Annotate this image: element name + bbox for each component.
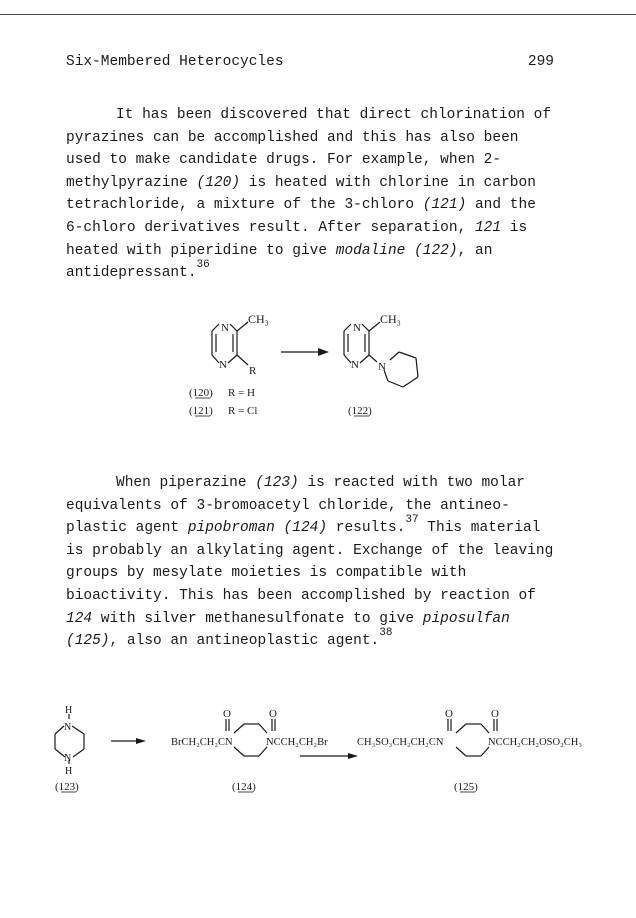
compound-ref-124-inline: 124 <box>66 610 93 627</box>
compound-ref-121-inline: 121 <box>474 219 502 236</box>
label-124: (124) <box>232 781 256 793</box>
atom-n-120-bottom: N <box>219 359 227 371</box>
r-def-121: R = Cl <box>228 405 258 417</box>
label-123: (123) <box>55 781 79 793</box>
atom-n-122-top: N <box>353 322 361 334</box>
label-120: (120) <box>189 387 213 399</box>
p2-text-4: results. <box>327 520 406 537</box>
p1-text-4: is heated with piperidine to give <box>66 219 528 259</box>
label-122: (122) <box>348 405 372 417</box>
compound-ref-125: (125) <box>66 633 110 650</box>
compound-ref-123: (123) <box>255 475 299 491</box>
drug-name-pipobroman: pipobroman <box>187 520 275 537</box>
page-number: 299 <box>527 54 554 70</box>
group-124-left: BrCH₂CH₂CN <box>171 737 233 748</box>
p2-text-8: , also an antineoplastic agent. <box>109 633 380 650</box>
p2-text-1: When piperazine <box>116 475 256 491</box>
p1-text-6: , an antidepressant. <box>66 242 493 282</box>
atom-n-122-bottom: N <box>351 359 359 371</box>
atom-h-bottom: H <box>65 766 73 777</box>
compound-ref-120: (120) <box>196 174 241 191</box>
substituent-r: R <box>249 365 257 377</box>
p2-text-6: with silver methanesulfonate to give <box>92 610 423 627</box>
atom-n-piperidine: N <box>378 361 386 373</box>
group-125-left: CH₃SO₃CH₂CH₂CN <box>357 737 444 748</box>
methyl-label-122: CH₃ <box>380 312 401 326</box>
atom-n-top: N <box>64 722 72 733</box>
atom-n-bottom: N <box>64 753 72 764</box>
arrow-head-2 <box>348 753 358 759</box>
label-125: (125) <box>454 781 478 793</box>
drug-name-modaline: modaline <box>335 242 406 259</box>
reference-36: 36 <box>196 259 210 272</box>
p1-text-2: is heated with chlorine in carbon tetrachloride, a mixture of the 3-chloro <box>66 174 536 214</box>
compound-ref-122: (122) <box>414 242 458 259</box>
running-title: Six-Membered Heterocycles <box>66 54 284 70</box>
atom-h-top: H <box>65 705 73 716</box>
compound-ref-121: (121) <box>422 197 467 214</box>
p1-text-3: and the 6-chloro derivatives result. After separation, <box>66 197 536 236</box>
p2-text-2: is reacted with two molar equivalents of 3-bromoacetyl chloride, the antineo-plastic agent <box>66 475 525 537</box>
methyl-label-120: CH₃ <box>248 312 269 326</box>
atom-o-124-right: O <box>269 708 277 720</box>
atom-o-125-left: O <box>445 708 453 720</box>
reference-38: 38 <box>379 627 393 640</box>
label-121: (121) <box>189 405 213 417</box>
group-125-right: NCCH₂CH₂OSO₂CH₃ <box>488 737 582 748</box>
r-def-120: R = H <box>228 387 255 399</box>
atom-o-125-right: O <box>491 708 499 720</box>
atom-n-120-top: N <box>221 322 229 334</box>
p2-text-5: This material is probably an alkylating agent. Exchange of the leaving groups by mesylate moieties is compatible with bioactivity. This has been accomplished by reaction of <box>66 520 554 604</box>
atom-o-124-left: O <box>223 708 231 720</box>
compound-ref-124: (124) <box>283 520 328 537</box>
p1-text-1: It has been discovered that direct chlorination of pyrazines can be accomplished and this has also been used to make candidate drugs. For example, when 2-methylpyrazine <box>66 107 552 191</box>
drug-name-piposulfan: piposulfan <box>422 610 510 627</box>
reference-37: 37 <box>405 514 419 527</box>
arrow-head-1 <box>136 738 146 744</box>
group-124-right: NCCH₂CH₂Br <box>266 737 328 748</box>
